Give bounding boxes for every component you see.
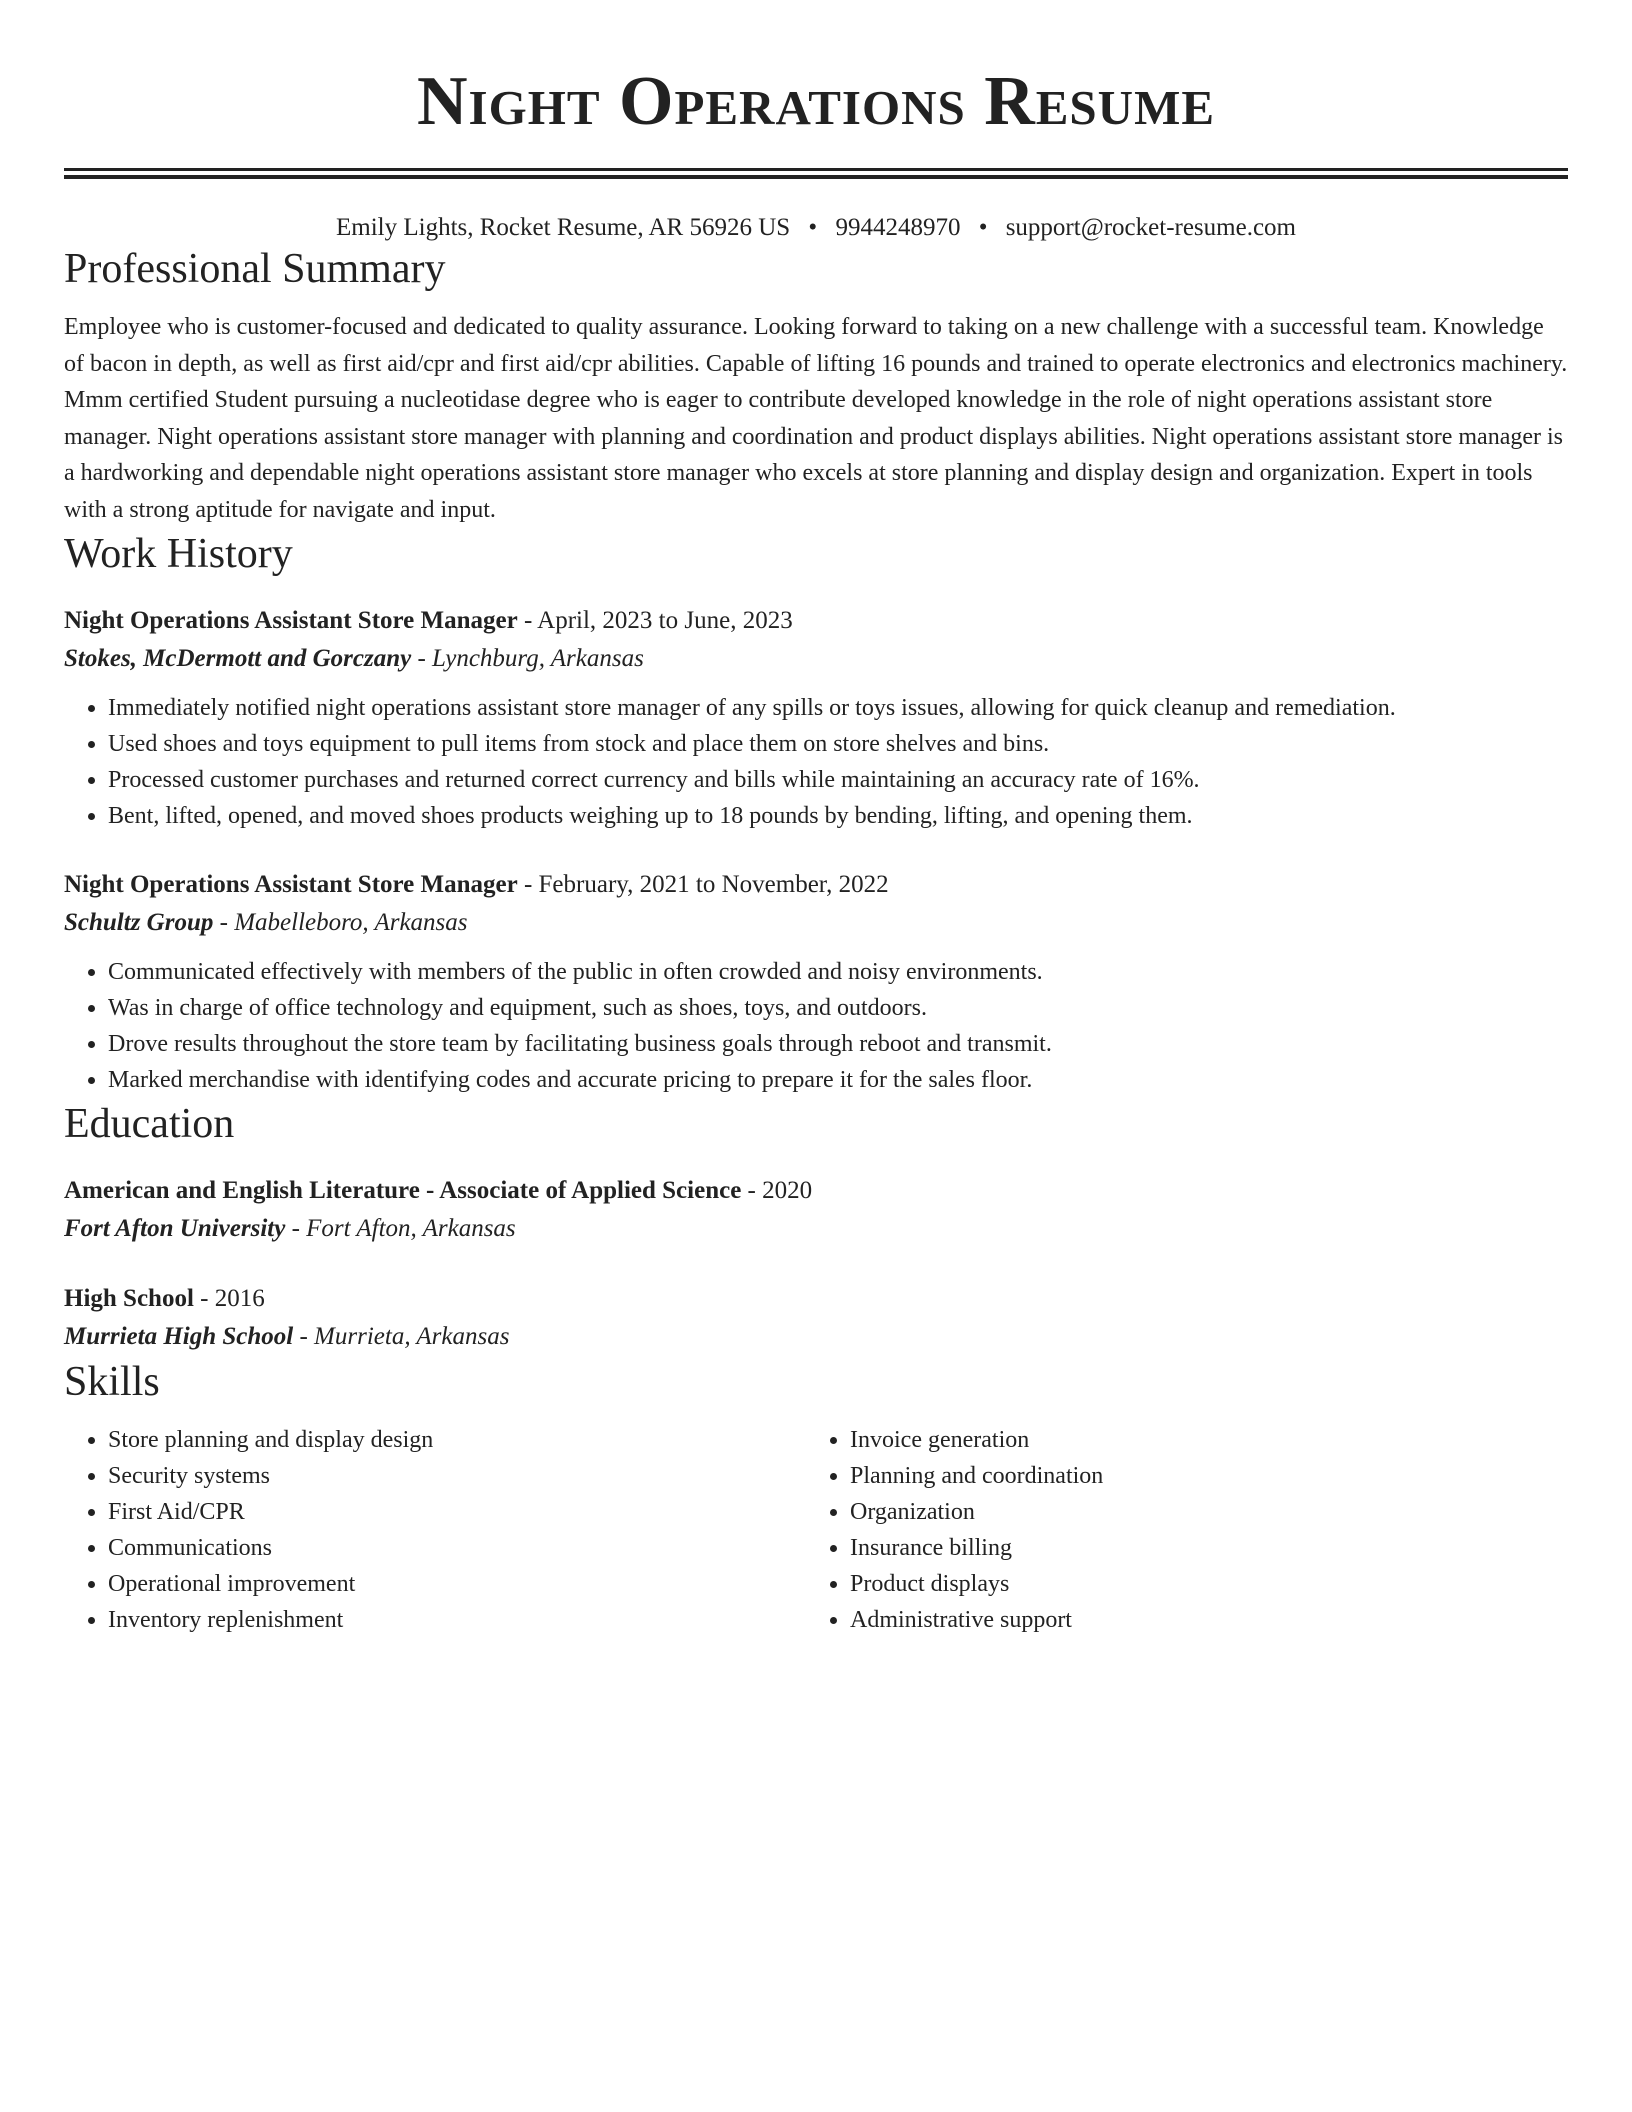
job-company: Stokes, McDermott and Gorczany: [64, 645, 412, 672]
education-school-line: [64, 1318, 1568, 1356]
job-bullet: • Drove results throughout the store team by facilitating business goals through reboot and transmit.: [108, 1026, 1568, 1062]
job-dates: - February, 2021 to November, 2022: [517, 871, 889, 898]
skill-item: • Product displays: [850, 1566, 1548, 1602]
skill-item: • Planning and coordination: [850, 1458, 1548, 1494]
job-bullet: • Marked merchandise with identifying codes and accurate pricing to prepare it for the sales floor.: [108, 1062, 1568, 1098]
summary-heading: Professional Summary: [64, 246, 446, 292]
skills-heading: Skills: [64, 1359, 160, 1405]
skill-item: • Administrative support: [850, 1602, 1548, 1638]
education-year: - 2016: [193, 1285, 265, 1312]
education-school: Fort Afton University: [64, 1215, 286, 1242]
job-entry: [64, 602, 1568, 834]
education-degree: American and English Literature - Associate of Applied Science: [64, 1177, 742, 1204]
job-role-line: [64, 866, 1568, 904]
job-bullet: • Was in charge of office technology and equipment, such as shoes, toys, and outdoors.: [108, 990, 1568, 1026]
job-bullets: [64, 954, 1568, 1098]
job-company: Schultz Group: [64, 909, 214, 936]
skill-item: • Inventory replenishment: [108, 1602, 806, 1638]
education-entry: [64, 1280, 1568, 1356]
job-bullet: • Processed customer purchases and returned correct currency and bills while maintaining an accuracy rate of 16%.: [108, 762, 1568, 798]
contact-email: support@rocket-resume.com: [1005, 214, 1296, 241]
contact-phone: 9944248970: [835, 214, 961, 241]
job-entry: [64, 866, 1568, 1098]
education-location: - Fort Afton, Arkansas: [285, 1215, 516, 1242]
skill-item: • Invoice generation: [850, 1422, 1548, 1458]
work-history-heading: Work History: [64, 531, 293, 577]
education-entry: [64, 1172, 1568, 1248]
education-year: - 2020: [741, 1177, 813, 1204]
skill-item: • Operational improvement: [108, 1566, 806, 1602]
title-divider: [64, 168, 1568, 179]
skill-item: • First Aid/CPR: [108, 1494, 806, 1530]
job-company-line: [64, 904, 1568, 942]
education-school-line: [64, 1210, 1568, 1248]
job-role: Night Operations Assistant Store Manager: [64, 871, 518, 898]
education-degree-line: [64, 1280, 1568, 1318]
contact-line: [64, 213, 1568, 243]
contact-separator: •: [978, 214, 988, 241]
job-bullet: • Used shoes and toys equipment to pull items from stock and place them on store shelves and bins.: [108, 726, 1568, 762]
education-heading: Education: [64, 1101, 235, 1147]
job-dates: - April, 2023 to June, 2023: [517, 607, 793, 634]
skills-list-left: [64, 1422, 806, 1638]
resume-title: Night Operations Resume: [416, 63, 1216, 140]
skill-item: • Communications: [108, 1530, 806, 1566]
education-location: - Murrieta, Arkansas: [293, 1323, 510, 1350]
contact-address: Emily Lights, Rocket Resume, AR 56926 US: [336, 214, 791, 241]
job-bullet: • Communicated effectively with members of the public in often crowded and noisy environments.: [108, 954, 1568, 990]
job-bullets: [64, 690, 1568, 834]
education-degree-line: [64, 1172, 1568, 1210]
skill-item: • Insurance billing: [850, 1530, 1548, 1566]
contact-separator: •: [808, 214, 818, 241]
summary-text: Employee who is customer-focused and dedicated to quality assurance. Looking forward to taking on a new challenge with a successful team. Knowledge of bacon in depth, as well as first aid/cpr and first aid/cpr abilities. Capable of lifting 16 pounds and trained to operate electronics and electronics machinery. Mmm certified Student pursuing a nucleotidase degree who is eager to contribute developed knowledge in the role of night operations assistant store manager. Night operations assistant store manager with planning and coordination and product displays abilities. Night operations assistant store manager is a hardworking and dependable night operations assistant store manager who excels at store planning and display design and organization. Expert in tools with a strong aptitude for navigate and input.: [64, 314, 1568, 523]
skill-item: • Security systems: [108, 1458, 806, 1494]
skill-item: • Organization: [850, 1494, 1548, 1530]
job-location: - Lynchburg, Arkansas: [411, 645, 644, 672]
job-bullet: • Immediately notified night operations assistant store manager of any spills or toys issues, allowing for quick cleanup and remediation.: [108, 690, 1568, 726]
education-school: Murrieta High School: [64, 1323, 294, 1350]
skills-columns: [64, 1422, 1568, 1638]
skills-list-right: [806, 1422, 1548, 1638]
job-bullet: • Bent, lifted, opened, and moved shoes products weighing up to 18 pounds by bending, lifting, and opening them.: [108, 798, 1568, 834]
job-role: Night Operations Assistant Store Manager: [64, 607, 518, 634]
skill-item: • Store planning and display design: [108, 1422, 806, 1458]
job-role-line: [64, 602, 1568, 640]
education-degree: High School: [64, 1285, 194, 1312]
job-location: - Mabelleboro, Arkansas: [213, 909, 468, 936]
job-company-line: [64, 640, 1568, 678]
